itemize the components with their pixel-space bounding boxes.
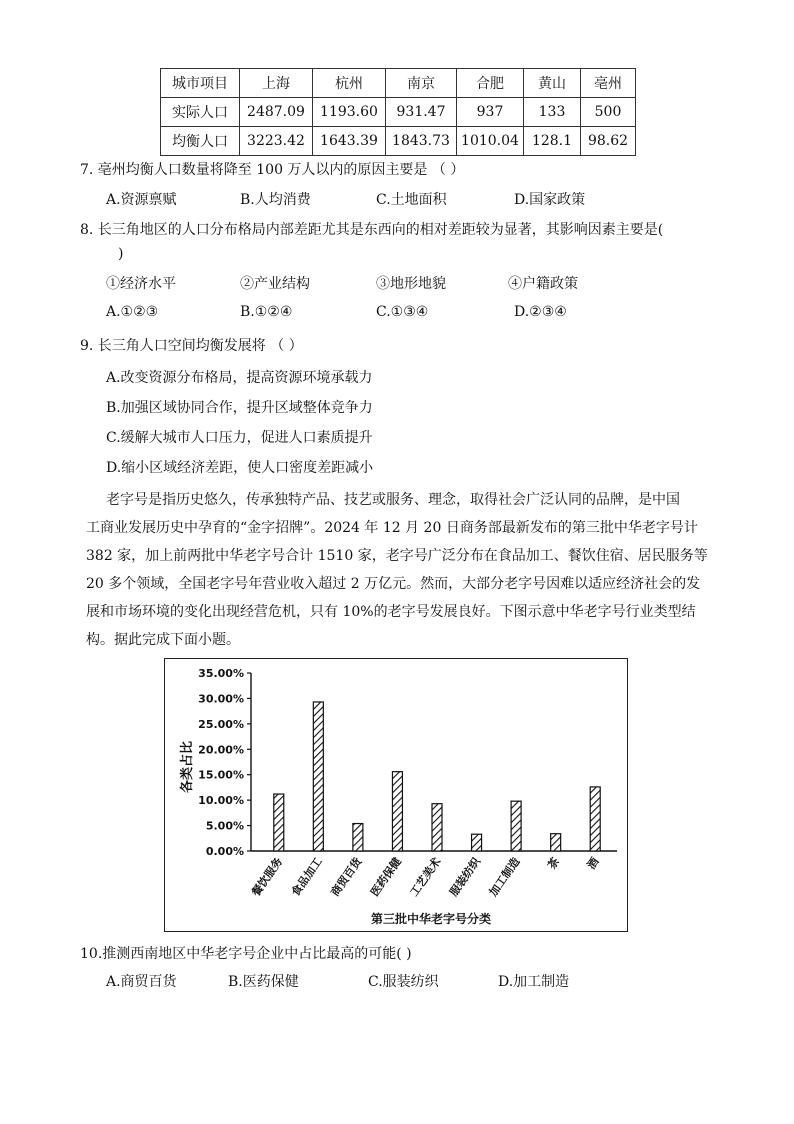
question-8-stem-cont: ) (118, 246, 124, 262)
y-axis-label: 各类占比 (180, 740, 195, 794)
table-header-row (161, 69, 636, 98)
q10-option-c: C.服装纺织 (368, 974, 439, 990)
q8-item-2: ②产业结构 (240, 276, 310, 292)
bar (313, 702, 323, 851)
table-row (161, 127, 636, 156)
bar (472, 834, 482, 851)
table-header-cell: 合肥 (457, 69, 524, 98)
x-tick-label: 商贸百货 (328, 855, 365, 899)
q7-option-a: A.资源禀赋 (106, 192, 177, 208)
passage-line: 老字号是指历史悠久，传承独特产品、技艺或服务、理念，取得社会广泛认同的品牌，是中国 (106, 492, 680, 508)
q8-option-a: A.①②③ (106, 304, 159, 320)
bar-chart (164, 658, 628, 932)
y-tick-label: 25.00% (198, 717, 244, 731)
bar (551, 834, 561, 851)
x-tick-label: 餐饮服务 (249, 855, 286, 899)
x-axis-label: 第三批中华老字号分类 (370, 912, 492, 926)
table-row (161, 98, 636, 127)
bar-chart-svg (165, 659, 627, 931)
bar (274, 794, 284, 851)
q8-item-3: ③地形地貌 (376, 276, 446, 292)
table-header-cell: 城市项目 (161, 69, 240, 98)
x-tick-label: 医药保健 (368, 855, 404, 899)
question-10-stem: 10.推测西南地区中华老字号企业中占比最高的可能( ) (80, 946, 412, 962)
table-header-cell: 亳州 (581, 69, 636, 98)
passage-line: 工商业发展历史中孕育的“金字招牌”。2024 年 12 月 20 日商务部最新发布的第三批中华老字号计 (86, 520, 698, 536)
table-header-cell: 上海 (240, 69, 313, 98)
question-7-stem: 7. 亳州均衡人口数量将降至 100 万人以内的原因主要是 （ ） (80, 162, 465, 178)
x-tick-label: 茶 (545, 855, 563, 872)
q10-option-b: B.医药保健 (228, 974, 299, 990)
table-cell: 937 (457, 98, 524, 127)
x-tick-label: 工艺美术 (407, 855, 444, 899)
table-cell: 133 (524, 98, 581, 127)
q7-option-d: D.国家政策 (514, 192, 586, 208)
question-9-stem: 9. 长三角人口空间均衡发展将 （ ） (80, 338, 303, 354)
y-tick-label: 30.00% (198, 692, 244, 706)
q8-item-1: ①经济水平 (106, 276, 176, 292)
table-cell: 1010.04 (457, 127, 524, 156)
bar (392, 772, 402, 851)
x-tick-label: 食品加工 (288, 855, 325, 899)
table-cell: 98.62 (581, 127, 636, 156)
q7-option-b: B.人均消费 (240, 192, 311, 208)
q9-option-a: A.改变资源分布格局，提高资源环境承载力 (106, 370, 373, 386)
population-table (160, 68, 636, 156)
bar (511, 801, 521, 851)
table-cell: 931.47 (386, 98, 457, 127)
x-tick-label: 服装纺织 (447, 855, 484, 899)
x-tick-label: 加工制造 (486, 855, 523, 899)
table-cell: 1643.39 (313, 127, 386, 156)
table-cell: 2487.09 (240, 98, 313, 127)
question-8-stem: 8. 长三角地区的人口分布格局内部差距尤其是东西向的相对差距较为显著，其影响因素主要是( (80, 222, 664, 238)
q10-option-a: A.商贸百货 (106, 974, 177, 990)
table-cell: 500 (581, 98, 636, 127)
q10-option-d: D.加工制造 (498, 974, 570, 990)
q8-option-b: B.①②④ (240, 304, 293, 320)
q8-option-d: D.②③④ (514, 304, 567, 320)
passage-line: 382 家，加上前两批中华老字号合计 1510 家，老字号广泛分布在食品加工、餐饮住宿、居民服务等 (86, 548, 708, 564)
y-tick-label: 35.00% (198, 667, 244, 680)
bar (432, 804, 442, 851)
bar (353, 824, 363, 851)
x-tick-label: 酒 (584, 855, 602, 872)
table-cell: 3223.42 (240, 127, 313, 156)
bar (590, 787, 600, 851)
y-tick-label: 10.00% (198, 794, 244, 808)
q9-option-c: C.缓解大城市人口压力，促进人口素质提升 (106, 430, 373, 446)
table-cell: 1193.60 (313, 98, 386, 127)
table-header-cell: 杭州 (313, 69, 386, 98)
table-cell: 均衡人口 (161, 127, 240, 156)
y-tick-label: 0.00% (205, 845, 244, 858)
q8-option-c: C.①③④ (376, 304, 429, 320)
passage-line: 构。据此完成下面小题。 (86, 632, 240, 648)
passage-line: 20 多个领域，全国老字号年营业收入超过 2 万亿元。然而，大部分老字号因难以适应经济社会的发 (86, 576, 701, 592)
table-header-cell: 黄山 (524, 69, 581, 98)
y-tick-label: 20.00% (198, 743, 244, 757)
table-cell: 实际人口 (161, 98, 240, 127)
q7-option-c: C.土地面积 (376, 192, 447, 208)
q9-option-b: B.加强区域协同合作，提升区域整体竞争力 (106, 400, 373, 416)
q9-option-d: D.缩小区域经济差距，使人口密度差距减小 (106, 460, 374, 476)
q8-item-4: ④户籍政策 (508, 276, 578, 292)
table-header-cell: 南京 (386, 69, 457, 98)
y-tick-label: 5.00% (205, 819, 244, 833)
table-cell: 1843.73 (386, 127, 457, 156)
passage-line: 展和市场环境的变化出现经营危机，只有 10%的老字号发展良好。下图示意中华老字号行业类型结 (86, 604, 696, 620)
table-cell: 128.1 (524, 127, 581, 156)
y-tick-label: 15.00% (198, 768, 244, 782)
